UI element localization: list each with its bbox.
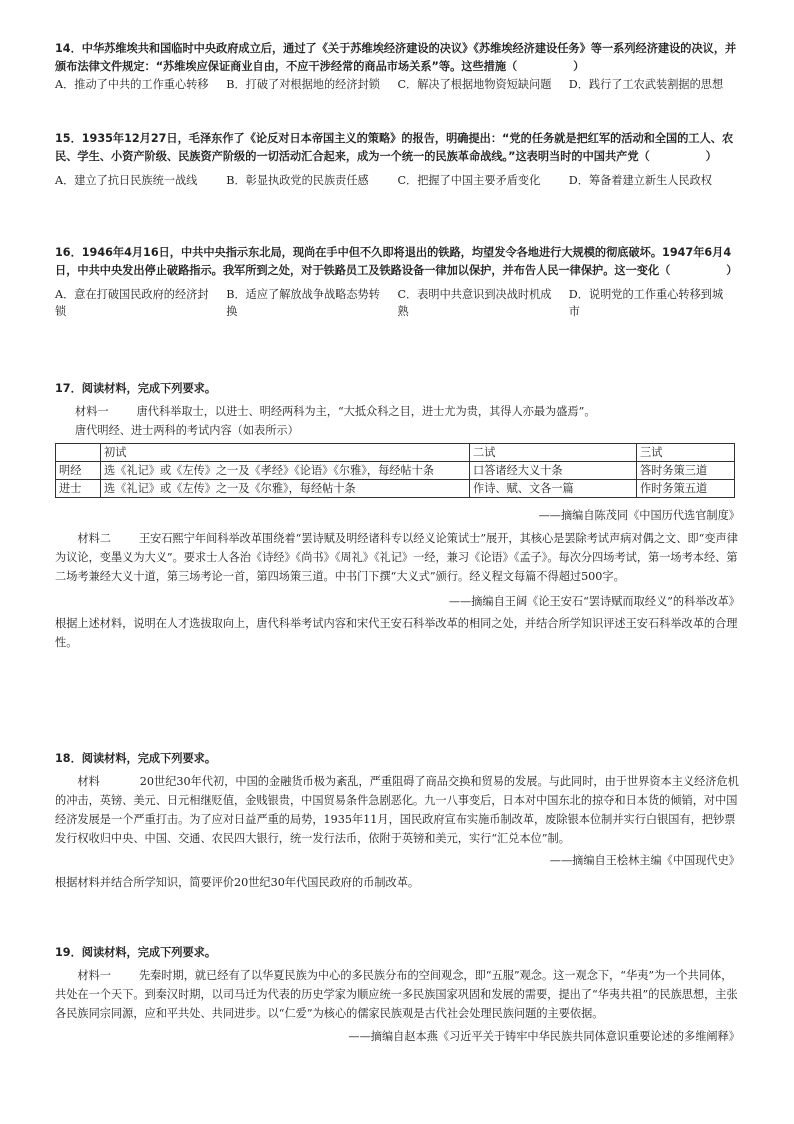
material-2-text: 王安石熙宁年间科举改革围绕着“罢诗赋及明经诸科专以经义论策试士”展开，其核心是罢除考试声病对偶之文、即“变声律为议论，变墨义为大义”。要求士人各治《诗经》《尚书》《周礼》《礼记》一经，兼习《论语》《孟子》。每次分四场考试，第一场考本经、第二场考兼经大义十道，第三场考论一首，第四场策三道。中书门下撰“大义式”颁行。经义程文每篇不得超过500字。	[55, 532, 738, 583]
option-d[interactable]: D．践行了工农武装割据的思想	[568, 78, 724, 91]
question-18	[55, 750, 740, 892]
material-text: 20世纪30年代初，中国的金融货币极为紊乱，严重阻碍了商品交换和贸易的发展。与此同时，由于世界资本主义经济危机的冲击，英镑、美元、日元相继贬值，金贱银贵，中国贸易条件急剧恶化。九一八事变后，日本对中国东北的掠夺和日本货的倾销，对中国经济发展是一个严重打击。为了应对日益严重的局势，1935年11月，国民政府宣布实施币制改革，废除银本位制并实行白银国有，把钞票发行权收归中央、中国、交通、农民四大银行，统一发行法币，依附于英镑和美元，实行“汇兑本位”制。	[55, 775, 739, 845]
material-2-source: ——摘编自王阔《论王安石“罢诗赋而取经义”的科举改革》	[448, 595, 740, 608]
material-1-text: 唐代科举取士，以进士、明经两科为主，“大抵众科之目，进士尤为贵，其得人亦最为盛焉”。	[136, 405, 596, 418]
table-row	[56, 480, 735, 498]
material-1	[55, 402, 740, 421]
question-15-options	[55, 172, 740, 189]
option-b[interactable]: B．打破了对根据地的经济封锁	[226, 78, 380, 91]
question-14-stem: 14．中华苏维埃共和国临时中央政府成立后，通过了《关于苏维埃经济建设的决议》《苏维埃经济建设任务》等一系列经济建设的决议，并颁布法律文件规定：“苏维埃应保证商业自由，不应干涉经常的商品市场关系”等。这些措施（ ）	[55, 42, 737, 73]
exam-content-table	[55, 443, 735, 498]
material-1-source: ——摘编自陈茂同《中国历代选官制度》	[538, 509, 740, 522]
question-15	[55, 130, 740, 189]
material-1	[55, 966, 740, 1023]
material-2-label: 材料二	[77, 532, 111, 545]
option-d[interactable]: D．说明党的工作重心转移到城市	[568, 288, 724, 318]
option-a[interactable]: A．意在打破国民政府的经济封锁	[55, 288, 209, 318]
material-1-text: 先秦时期，就已经有了以华夏民族为中心的多民族分布的空间观念，即“五服”观念。这一观念下，“华夷”为一个共同体，共处在一个天下。到秦汉时期，以司马迁为代表的历史学家为顺应统一多民族国家巩固和发展的需要，提出了“华夷共祖”的民族思想，主张各民族同宗同源，应和平共处、共同进步。以“仁爱”为核心的儒家民族观是古代社会处理民族问题的主要依据。	[55, 969, 738, 1020]
material-label: 材料	[77, 775, 100, 788]
table-cell: 选《礼记》或《左传》之一及《尔雅》，每经帖十条	[101, 480, 470, 498]
question-17-title: 17．阅读材料，完成下列要求。	[55, 382, 217, 395]
table-header-cell	[56, 444, 101, 462]
material-1-source: ——摘编自赵本燕《习近平关于铸牢中华民族共同体意识重要论述的多维阐释》	[348, 1030, 740, 1043]
option-a[interactable]: A．推动了中共的工作重心转移	[55, 78, 209, 91]
option-c[interactable]: C．把握了中国主要矛盾变化	[397, 174, 541, 187]
table-caption: 唐代明经、进士两科的考试内容（如表所示）	[75, 424, 299, 437]
table-cell: 选《礼记》或《左传》之一及《孝经》《论语》《尔雅》，每经帖十条	[101, 462, 470, 480]
table-cell: 口答诸经大义十条	[470, 462, 637, 480]
table-cell: 答时务策三道	[637, 462, 735, 480]
option-a[interactable]: A．建立了抗日民族统一战线	[55, 174, 198, 187]
question-15-stem: 15．1935年12月27日，毛泽东作了《论反对日本帝国主义的策略》的报告，明确提出：“党的任务就是把红军的活动和全国的工人、农民、学生、小资产阶级、民族资产阶级的一切活动汇合起来，成为一个统一的民族革命战线。”这表明当时的中国共产党（ ）	[55, 132, 734, 163]
question-19-title: 19．阅读材料，完成下列要求。	[55, 946, 217, 959]
option-d[interactable]: D．筹备着建立新生人民政权	[568, 174, 712, 187]
question-17	[55, 380, 740, 652]
table-cell: 作诗、赋、文各一篇	[470, 480, 637, 498]
material-source: ——摘编自王桧林主编《中国现代史》	[549, 854, 740, 867]
question-14-options	[55, 76, 740, 93]
question-14	[55, 40, 740, 93]
option-c[interactable]: C．表明中共意识到决战时机成熟	[397, 288, 552, 318]
material-2	[55, 529, 740, 586]
table-header-row	[56, 444, 735, 462]
table-cell: 作时务策五道	[637, 480, 735, 498]
option-c[interactable]: C．解决了根据地物资短缺问题	[397, 78, 552, 91]
table-cell: 明经	[56, 462, 101, 480]
table-header-cell: 初试	[101, 444, 470, 462]
material-1-label: 材料一	[75, 405, 109, 418]
material-1-label: 材料一	[77, 969, 111, 982]
question-16-stem: 16．1946年4月16日，中共中央指示东北局，现尚在手中但不久即将退出的铁路，均望发令各地进行大规模的彻底破坏。1947年6月4日，中共中央发出停止破路指示。我军所到之处，对于铁路员工及铁路设备一律加以保护，并布告人民一律保护。这一变化（ ）	[55, 246, 738, 277]
question-18-requirement: 根据材料并结合所学知识，简要评价20世纪30年代国民政府的币制改革。	[55, 876, 420, 889]
question-19	[55, 944, 740, 1046]
question-16-options	[55, 286, 740, 320]
table-header-cell: 三试	[637, 444, 735, 462]
table-header-cell: 二试	[470, 444, 637, 462]
option-b[interactable]: B．适应了解放战争战略态势转换	[226, 288, 380, 318]
question-16	[55, 244, 740, 320]
table-cell: 进士	[56, 480, 101, 498]
table-row	[56, 462, 735, 480]
option-b[interactable]: B．彰显执政党的民族责任感	[226, 174, 369, 187]
question-18-title: 18．阅读材料，完成下列要求。	[55, 752, 217, 765]
question-17-requirement: 根据上述材料，说明在人才选拔取向上，唐代科举考试内容和宋代王安石科举改革的相同之处，并结合所学知识评述王安石科举改革的合理性。	[55, 617, 738, 649]
material	[55, 772, 740, 848]
